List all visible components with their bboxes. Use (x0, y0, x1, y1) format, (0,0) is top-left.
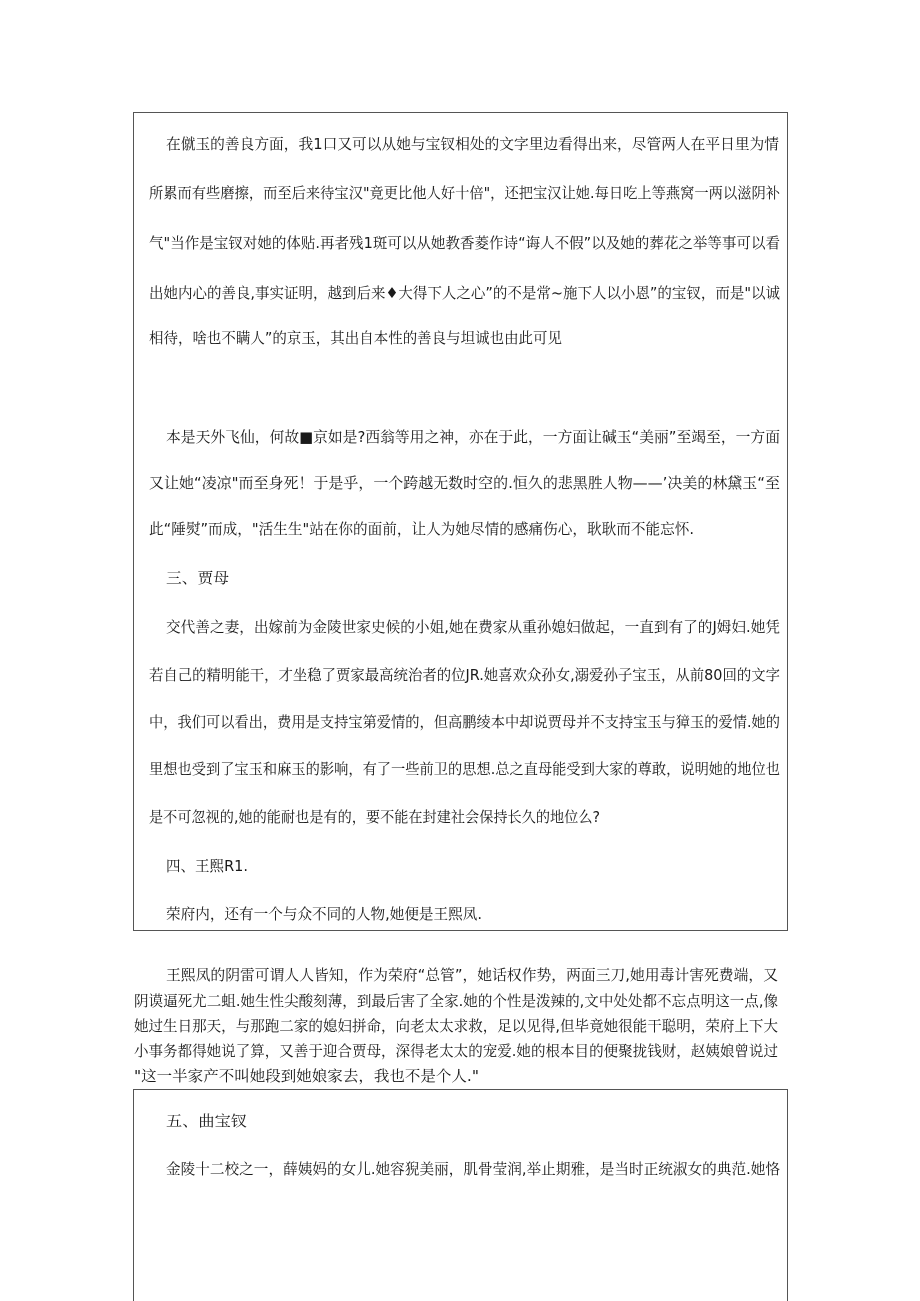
paragraph-line: 阴谟逼死尤二蛆.她生性尖酸刻薄，到最后害了全家.她的个性是泼辣的,文中处处都不忘点明这一点,像 (134, 992, 778, 1010)
paragraph-line: 里想也受到了宝玉和麻玉的影响，有了一些前卫的思想.总之直母能受到大家的尊敢，说明她的地位也 (149, 760, 780, 778)
paragraph-line: 中，我们可以看出，费用是支持宝第爱情的，但高鹏绫本中却说贾母并不支持宝玉与獐玉的爱情.她的 (149, 713, 780, 731)
paragraph-line: 本是天外飞仙，何故■京如是?西翁等用之神，亦在于此，一方面让碱玉“美丽”至竭至，一方面 (166, 428, 780, 446)
paragraph-line: "这一半家产不叫她段到她娘家去，我也不是个人." (134, 1067, 479, 1085)
paragraph-line: 此“陲熨”而成，"活生生"站在你的面前，让人为她尽情的感痛伤心，耿耿而不能忘怀. (149, 520, 694, 538)
paragraph-line: 又让她“凌凉"而至身死！于是乎，一个跨越无数时空的.恒久的悲黑胜人物——’决美的林黛玉“至 (149, 474, 780, 492)
paragraph-line: 交代善之妻，出嫁前为金陵世家史候的小姐,她在费家从重孙媳妇做起，一直到有了的J姆妇.她凭 (166, 618, 780, 636)
section-heading: 三、贾母 (166, 569, 229, 587)
section-heading: 五、曲宝钗 (166, 1112, 247, 1130)
paragraph-line: 所累而有些磨擦，而至后来待宝汉"竟更比他人好十倍"，还把宝汉让她.每日吃上等燕窝一两以滋阴补 (149, 184, 780, 202)
paragraph-line: 在僦玉的善良方面，我1口又可以从她与宝钗相处的文字里边看得出来，尽管两人在平日里为情 (166, 135, 779, 153)
paragraph-line: 若自己的精明能干，才坐稳了贾家最高统治者的位JR.她喜欢众孙女,溺爱孙子宝玉，从前80回的文字 (149, 666, 780, 684)
paragraph-line: 她过生日那天，与那跑二家的媳妇拼命，向老太太求救，足以见得,但毕竟她很能干聪明，荣府上下大 (134, 1017, 778, 1035)
paragraph-line: 小事务都得她说了算，又善于迎合贾母，深得老太太的宠爱.她的根本目的便聚拢钱财，赵姨娘曾说过 (134, 1042, 778, 1060)
paragraph-line: 是不可忽视的,她的能耐也是有的，要不能在封建社会保持长久的地位么? (149, 808, 600, 826)
paragraph-line: 王熙凤的阴雷可谓人人皆知，作为荣府“总管”，她话权作势，两面三刀,她用毒计害死费端，又 (166, 966, 778, 984)
paragraph-line: 金陵十二校之一，薛姨妈的女儿.她容猊美丽，肌骨莹润,举止期雅，是当时正统淑女的典范.她恪 (166, 1160, 780, 1178)
paragraph-line: 相待，啥也不瞒人”的京玉，其出自本性的善良与坦诚也由此可见 (149, 329, 562, 347)
paragraph-line: 气"当作是宝钗对她的体贴.再者残1斑可以从她教香菱作诗“诲人不假”以及她的葬花之举等事可以看 (149, 234, 780, 252)
paragraph-line: 荣府内，还有一个与众不同的人物,她便是王熙凤. (166, 905, 482, 923)
section-heading: 四、王熙R1. (166, 857, 248, 875)
paragraph-line: 出她内心的善良,事实证明，越到后来♦大得下人之心”的不是常~施下人以小恩”的宝钗，而是"以诚 (149, 284, 780, 302)
